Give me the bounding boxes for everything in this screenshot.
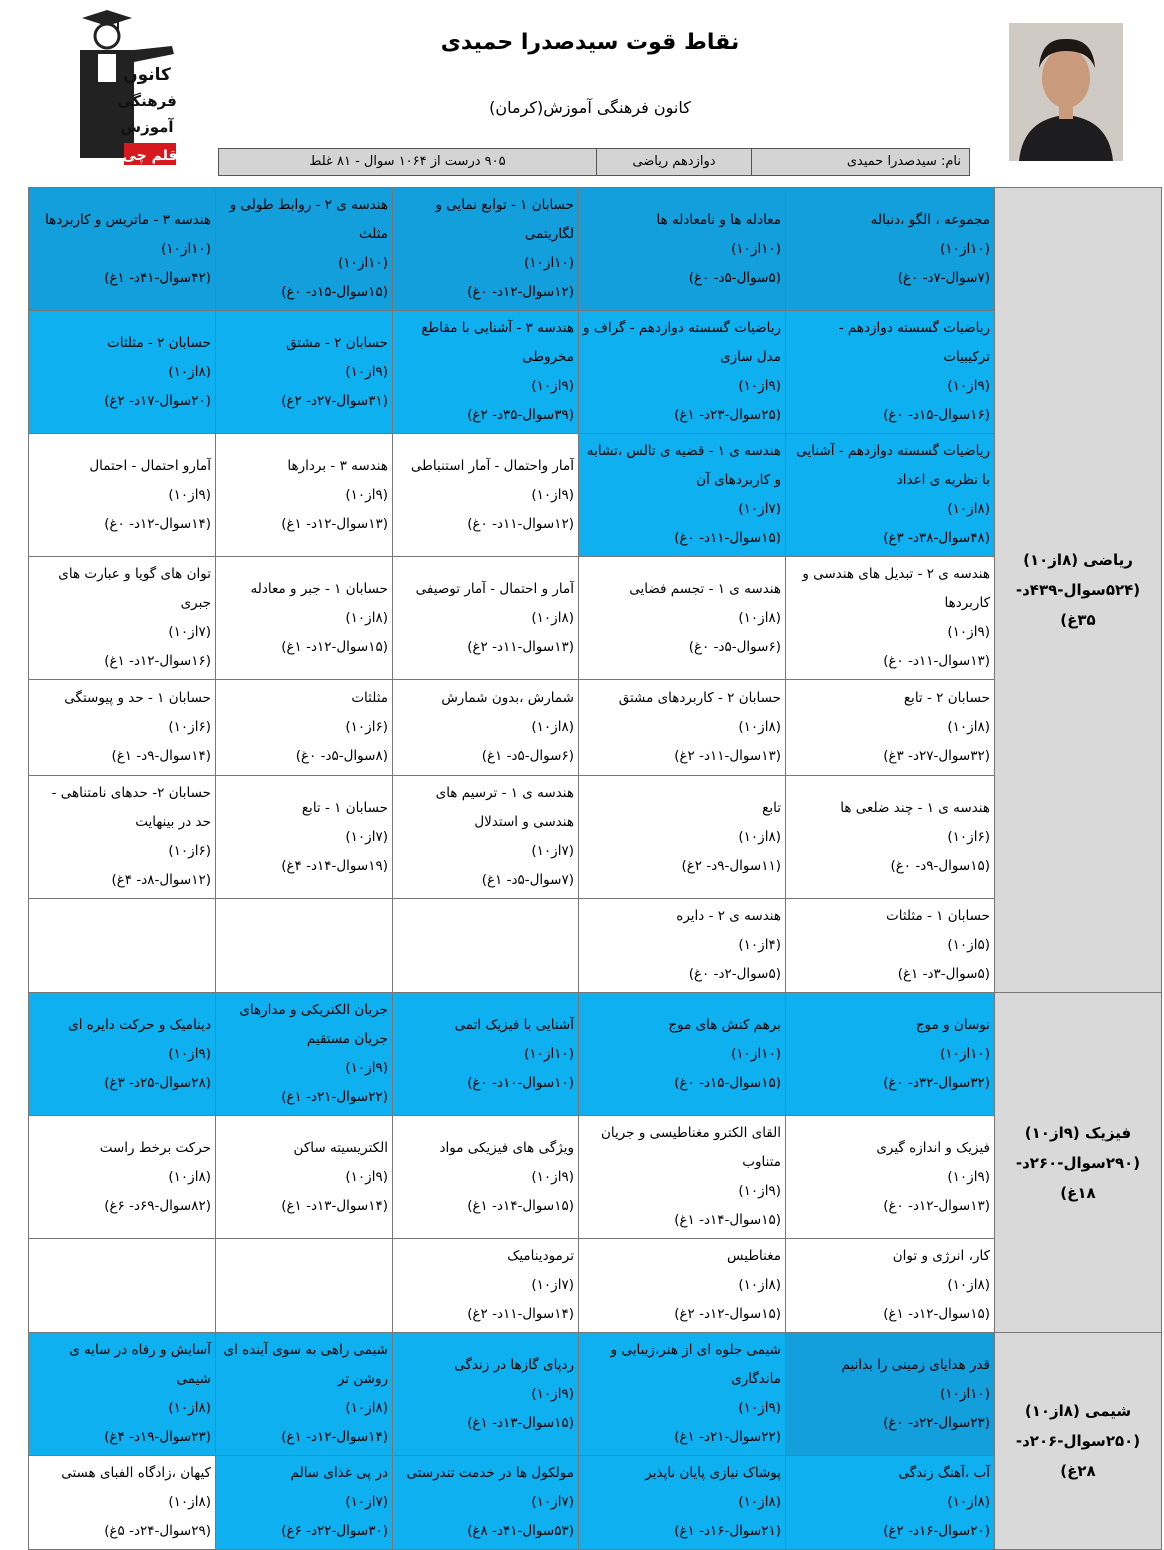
topic-questions: (۲۰سوال-۱۷د- ۲غ) [104, 392, 211, 409]
topic-cell [579, 311, 786, 434]
topic-score: (۸از۱۰) [738, 719, 781, 735]
topic-name: حسابان ۱ - جبر و معادله [250, 580, 388, 597]
topic-cell [786, 776, 995, 899]
topic-name: شیمی راهی به سوی آینده ای روشن تر [223, 1342, 388, 1387]
topic-name: هندسه ی ۱ - ترسیم های هندسی و استدلال [435, 785, 574, 830]
topic-questions: (۲۰سوال-۱۶د- ۲غ) [883, 1523, 990, 1539]
topic-name: حرکت برخط راست [99, 1139, 211, 1156]
topic-cell [786, 1456, 995, 1550]
topic-questions: (۱۶سوال-۱۵د- ۰غ) [883, 407, 990, 423]
topic-score: (۸از۱۰) [738, 828, 781, 845]
topic-name: مجموعه ، الگو ،دنباله [870, 211, 990, 228]
topic-cell [579, 1333, 786, 1456]
topic-cell [786, 1239, 995, 1333]
subject-label-line: (۲۵۰سوال-۲۰۶د- [1015, 1432, 1141, 1450]
table-row [29, 1116, 1162, 1239]
topic-name: ریاضیات گسسته دوازدهم - آشنایی با نظریه ی اعداد [796, 443, 990, 488]
topic-name: ریاضیات گسسته دوازدهم - ترکیبیات [838, 320, 990, 365]
page-subtitle: کانون فرهنگی آموزش(کرمان) [489, 98, 691, 117]
topic-score: (۹از۱۰) [738, 378, 781, 394]
topic-name: معادله ها و نامعادله ها [656, 211, 781, 228]
topic-score: (۹از۱۰) [738, 1400, 781, 1416]
topic-score: (۵از۱۰) [947, 937, 990, 953]
topic-questions: (۱۵سوال-۱۴د- ۱غ) [467, 1197, 574, 1214]
topic-questions: (۶سوال-۵د- ۰غ) [688, 638, 781, 655]
subject-label-cell [995, 1333, 1162, 1550]
topic-score: (۹از۱۰) [947, 378, 990, 394]
topic-questions: (۴۲سوال-۴۱د- ۱غ) [104, 269, 211, 286]
topic-questions: (۲۱سوال-۱۶د- ۱غ) [674, 1523, 781, 1539]
topic-questions: (۳۲سوال-۳۲د- ۰غ) [883, 1074, 990, 1091]
topic-questions: (۷سوال-۷د- ۰غ) [897, 269, 990, 286]
topic-name: حسابان ۲ - کاربردهای مشتق [618, 690, 781, 706]
topic-questions: (۲۲سوال-۲۱د- ۱غ) [674, 1429, 781, 1445]
topic-score: (۹از۱۰) [168, 486, 211, 503]
topic-score: (۹از۱۰) [345, 1060, 388, 1076]
topic-name: تابع [762, 799, 781, 816]
topic-name: جریان الکتریکی و مدارهای جریان مستقیم [239, 1002, 388, 1047]
topic-name: نوسان و موج [915, 1016, 990, 1033]
topic-score: (۹از۱۰) [531, 1385, 574, 1402]
page-title: نقاط قوت سیدصدرا حمیدی [440, 30, 740, 55]
topic-cell [29, 680, 216, 776]
logo-text-4: قلم چی [122, 148, 178, 164]
topic-name: مثلثات [351, 690, 388, 706]
topic-cell [786, 188, 995, 311]
table-row [29, 311, 1162, 434]
topic-name: الکتریسیته ساکن [293, 1139, 388, 1156]
topic-cell [216, 680, 393, 776]
logo-text-2: فرهنگی [117, 92, 177, 110]
topic-score: (۱۰از۱۰) [161, 240, 211, 257]
topic-cell [29, 993, 216, 1116]
topic-score: (۱۰از۱۰) [940, 1385, 990, 1402]
topic-name: آشنایی با فیزیک اتمی [454, 1016, 574, 1033]
topic-score: (۹از۱۰) [345, 1168, 388, 1185]
topic-name: حسابان ۲ - مشتق [286, 334, 388, 351]
topic-score: (۶از۱۰) [168, 719, 211, 735]
topic-cell [29, 557, 216, 680]
topic-name: آمار واحتمال - آمار استنباطی [410, 457, 574, 474]
topic-name: هندسه ۳ - آشنایی با مقاطع مخروطی [421, 320, 574, 365]
topic-cell [579, 557, 786, 680]
subject-label-cell [995, 188, 1162, 993]
topic-questions: (۱۳سوال-۱۱د- ۲غ) [467, 638, 574, 655]
topic-questions: (۳۹سوال-۳۵د- ۲غ) [467, 407, 574, 423]
topic-name: حسابان ۲- حدهای نامتناهی - حد در بینهایت [51, 785, 211, 830]
topic-score: (۹از۱۰) [531, 378, 574, 394]
topic-name: ریاضیات گسسته دوازدهم - گراف و مدل سازی [583, 320, 781, 365]
student-info-bar [218, 148, 970, 176]
topic-name: برهم کنش های موج [668, 1016, 781, 1033]
topic-score: (۹از۱۰) [345, 486, 388, 503]
topic-questions: (۱۳سوال-۱۱د- ۰غ) [883, 653, 990, 669]
table-row [29, 899, 1162, 993]
table-row [29, 434, 1162, 557]
topic-score: (۹از۱۰) [345, 363, 388, 380]
topic-cell [579, 1116, 786, 1239]
topic-cell [786, 899, 995, 993]
topic-cell [393, 557, 579, 680]
topic-score: (۸از۱۰) [738, 1494, 781, 1510]
topic-score: (۱۰از۱۰) [940, 240, 990, 257]
topic-cell [393, 188, 579, 311]
topic-score: (۸از۱۰) [947, 719, 990, 735]
topic-cell [393, 680, 579, 776]
topic-questions: (۱۴سوال-۱۲د- ۱غ) [281, 1429, 388, 1445]
topic-cell [29, 1116, 216, 1239]
topic-score: (۴از۱۰) [738, 937, 781, 953]
topic-questions: (۳۲سوال-۲۷د- ۳غ) [883, 748, 990, 764]
topic-score: (۷از۱۰) [345, 828, 388, 845]
topic-score: (۸از۱۰) [345, 609, 388, 626]
topic-cell [216, 1456, 393, 1550]
topic-cell [393, 434, 579, 557]
topic-score: (۸از۱۰) [168, 1168, 211, 1185]
topic-cell [786, 680, 995, 776]
topic-questions: (۸۲سوال-۶۹د- ۶غ) [104, 1197, 211, 1214]
topic-questions: (۱۵سوال-۱۳د- ۱غ) [467, 1414, 574, 1431]
topic-score: (۷از۱۰) [531, 1494, 574, 1510]
topic-questions: (۱۶سوال-۱۲د- ۱غ) [104, 653, 211, 669]
topic-name: حسابان ۱ - حد و پیوستگی [64, 690, 211, 706]
topic-questions: (۱۵سوال-۱۲د- ۲غ) [674, 1306, 781, 1322]
topic-cell [216, 188, 393, 311]
topic-name: حسابان ۲ - مثلثات [107, 334, 211, 351]
topic-questions: (۶سوال-۵د- ۱غ) [481, 748, 574, 764]
subject-label-line: ۲۸غ) [1060, 1462, 1096, 1480]
topic-questions: (۱۴سوال-۱۲د- ۰غ) [104, 515, 211, 532]
topic-cell [393, 1333, 579, 1456]
topic-score: (۸از۱۰) [947, 1494, 990, 1510]
topic-questions: (۲۹سوال-۲۴د- ۵غ) [104, 1523, 211, 1539]
student-summary: ۹۰۵ درست از ۱۰۶۴ سوال - ۸۱ غلط [309, 154, 506, 169]
topic-questions: (۱۳سوال-۱۲د- ۱غ) [281, 515, 388, 532]
topic-questions: (۱۲سوال-۱۱د- ۰غ) [467, 515, 574, 532]
student-grade: دوازدهم ریاضی [596, 149, 751, 175]
topic-cell [579, 680, 786, 776]
table-row [29, 1456, 1162, 1550]
topic-score: (۱۰از۱۰) [731, 240, 781, 257]
topic-name: کیهان ،زادگاه الفبای هستی [61, 1465, 211, 1481]
topic-name: هندسه ی ۱ - چند ضلعی ها [840, 799, 990, 816]
table-row [29, 993, 1162, 1116]
topic-cell [786, 1116, 995, 1239]
topic-score: (۸از۱۰) [947, 1277, 990, 1293]
topic-name: فیزیک و اندازه گیری [876, 1139, 990, 1156]
topic-cell [29, 1333, 216, 1456]
subject-label-line: (۵۲۴سوال-۴۳۹د- [1015, 581, 1141, 599]
topic-score: (۶از۱۰) [168, 843, 211, 859]
topic-cell [216, 899, 393, 993]
topic-name: آمارو احتمال - احتمال [89, 457, 211, 474]
topic-name: حسابان ۱ - تابع [301, 799, 388, 816]
subject-label-line: شیمی (۸از۱۰) [1024, 1402, 1132, 1420]
topic-score: (۶از۱۰) [345, 719, 388, 735]
topic-questions: (۱۴سوال-۱۳د- ۱غ) [281, 1197, 388, 1214]
topic-questions: (۵سوال-۲د- ۰غ) [688, 966, 781, 982]
topic-questions: (۱۳سوال-۱۱د- ۲غ) [674, 748, 781, 764]
topic-questions: (۸سوال-۵د- ۰غ) [295, 748, 388, 764]
topic-name: توان های گویا و عبارت های جبری [58, 566, 211, 611]
topic-cell [393, 899, 579, 993]
topic-questions: (۷سوال-۵د- ۱غ) [481, 872, 574, 888]
topic-cell [29, 1456, 216, 1550]
topic-questions: (۱۵سوال-۱۲د- ۱غ) [281, 638, 388, 655]
topic-questions: (۱۵سوال-۱۵د- ۰غ) [281, 284, 388, 300]
topic-score: (۱۰از۱۰) [338, 255, 388, 271]
topic-score: (۷از۱۰) [531, 1277, 574, 1293]
topic-cell [29, 188, 216, 311]
topic-score: (۸از۱۰) [531, 609, 574, 626]
topic-name: مغناطیس [727, 1248, 781, 1264]
topic-name: هندسه ی ۱ - قضیه ی تالس ،تشابه و کاربردهای آن [586, 443, 781, 488]
topic-name: کار، انرژی و توان [892, 1248, 990, 1264]
topic-name: حسابان ۱ - مثلثات [886, 908, 990, 924]
topic-cell [393, 776, 579, 899]
topic-questions: (۱۱سوال-۹د- ۲غ) [681, 857, 781, 874]
topic-questions: (۱۲سوال-۱۲د- ۰غ) [467, 284, 574, 300]
topic-score: (۹از۱۰) [531, 486, 574, 503]
topic-questions: (۱۵سوال-۱۲د- ۱غ) [883, 1306, 990, 1322]
topic-questions: (۵سوال-۳د- ۱غ) [897, 966, 990, 982]
topic-score: (۸از۱۰) [168, 1494, 211, 1510]
topic-name: القای الکترو مغناطیسی و جریان متناوب [600, 1125, 781, 1170]
topic-questions: (۳۱سوال-۲۷د- ۲غ) [281, 392, 388, 409]
topic-name: هندسه ۳ - ماتریس و کاربردها [45, 211, 211, 228]
topic-cell [29, 1239, 216, 1333]
topic-questions: (۱۴سوال-۱۱د- ۲غ) [467, 1306, 574, 1322]
topic-questions: (۳۰سوال-۲۲د- ۶غ) [281, 1523, 388, 1539]
topic-cell [579, 899, 786, 993]
topic-questions: (۲۵سوال-۲۳د- ۱غ) [674, 407, 781, 423]
topic-questions: (۲۸سوال-۲۵د- ۳غ) [104, 1074, 211, 1091]
topic-questions: (۱۰سوال-۱۰د- ۰غ) [467, 1074, 574, 1091]
topic-name: حسابان ۱ - توابع نمایی و لگاریتمی [435, 197, 574, 242]
topic-questions: (۱۴سوال-۹د- ۱غ) [111, 748, 211, 764]
topic-cell [579, 1239, 786, 1333]
topic-questions: (۱۳سوال-۱۲د- ۰غ) [883, 1197, 990, 1214]
student-photo [1009, 23, 1123, 161]
topic-score: (۸از۱۰) [738, 1277, 781, 1293]
topic-score: (۸از۱۰) [345, 1400, 388, 1416]
topic-questions: (۵سوال-۵د- ۰غ) [688, 269, 781, 286]
table-row [29, 1333, 1162, 1456]
topic-cell [29, 776, 216, 899]
topic-name: قدر هدایای زمینی را بدانیم [841, 1356, 990, 1373]
topic-questions: (۵۳سوال-۴۱د- ۸غ) [467, 1523, 574, 1539]
topic-score: (۶از۱۰) [947, 828, 990, 845]
topic-questions: (۱۵سوال-۱۴د- ۱غ) [674, 1212, 781, 1228]
topic-cell [786, 557, 995, 680]
topic-cell [579, 776, 786, 899]
topic-cell [579, 188, 786, 311]
topic-cell [786, 993, 995, 1116]
topic-questions: (۱۵سوال-۱۱د- ۰غ) [674, 530, 781, 546]
student-name: نام: سیدصدرا حمیدی [751, 149, 969, 175]
table-row [29, 188, 1162, 311]
topic-questions: (۲۳سوال-۲۲د- ۰غ) [883, 1414, 990, 1431]
topic-score: (۹از۱۰) [168, 1045, 211, 1062]
topic-name: آسایش و رفاه در سایه ی شیمی [69, 1342, 211, 1387]
topic-cell [786, 1333, 995, 1456]
topic-name: مولکول ها در خدمت تندرستی [406, 1465, 574, 1481]
table-row [29, 1239, 1162, 1333]
topic-score: (۱۰از۱۰) [731, 1045, 781, 1062]
topic-score: (۹از۱۰) [947, 1168, 990, 1185]
topic-cell [393, 1456, 579, 1550]
subject-label-line: ۱۸غ) [1060, 1183, 1096, 1202]
topic-name: پوشاک نیازی پایان ناپذیر [645, 1465, 781, 1481]
topic-cell [786, 434, 995, 557]
subject-label-line: فیزیک (۹از۱۰) [1024, 1123, 1132, 1142]
topic-cell [579, 1456, 786, 1550]
topic-name: آمار و احتمال - آمار توصیفی [415, 580, 574, 597]
topic-questions: (۱۲سوال-۸د- ۴غ) [111, 872, 211, 888]
topic-cell [29, 311, 216, 434]
topic-name: ردپای گازها در زندگی [454, 1356, 574, 1373]
topic-cell [579, 993, 786, 1116]
topic-score: (۱۰از۱۰) [940, 1045, 990, 1062]
topic-score: (۱۰از۱۰) [524, 255, 574, 271]
topic-cell [393, 1239, 579, 1333]
topic-name: حسابان ۲ - تابع [903, 690, 990, 706]
topic-cell [216, 993, 393, 1116]
strengths-table [28, 187, 1162, 1550]
topic-cell [216, 776, 393, 899]
topic-name: هندسه ی ۲ - روابط طولی و مثلث [229, 197, 388, 242]
topic-questions: (۱۵سوال-۹د- ۰غ) [890, 857, 990, 874]
topic-score: (۷از۱۰) [168, 624, 211, 640]
topic-score: (۸از۱۰) [168, 1400, 211, 1416]
topic-score: (۹از۱۰) [947, 624, 990, 640]
topic-cell [29, 434, 216, 557]
topic-score: (۱۰از۱۰) [524, 1045, 574, 1062]
topic-score: (۹از۱۰) [531, 1168, 574, 1185]
topic-score: (۸از۱۰) [738, 609, 781, 626]
topic-questions: (۴۸سوال-۳۸د- ۳غ) [883, 530, 990, 546]
topic-score: (۸از۱۰) [531, 719, 574, 735]
topic-score: (۹از۱۰) [738, 1183, 781, 1199]
topic-cell [216, 311, 393, 434]
topic-name: آب ،آهنگ زندگی [898, 1465, 990, 1481]
topic-cell [393, 993, 579, 1116]
topic-cell [216, 1333, 393, 1456]
topic-questions: (۲۲سوال-۲۱د- ۱غ) [281, 1089, 388, 1105]
subject-label-cell [995, 993, 1162, 1333]
topic-name: شمارش ،بدون شمارش [441, 690, 574, 706]
topic-score: (۸از۱۰) [168, 363, 211, 380]
topic-score: (۷از۱۰) [531, 843, 574, 859]
table-row [29, 776, 1162, 899]
topic-cell [216, 1116, 393, 1239]
table-row [29, 680, 1162, 776]
topic-name: ترمودینامیک [507, 1248, 574, 1264]
topic-cell [786, 311, 995, 434]
topic-cell [393, 311, 579, 434]
topic-cell [393, 1116, 579, 1239]
topic-name: هندسه ی ۲ - تبدیل های هندسی و کاربردها [802, 566, 990, 611]
topic-name: هندسه ی ۲ - دایره [676, 908, 781, 924]
table-row [29, 557, 1162, 680]
topic-score: (۷از۱۰) [738, 501, 781, 517]
topic-name: ویژگی های فیزیکی مواد [439, 1139, 574, 1156]
topic-name: در پی غذای سالم [290, 1465, 388, 1481]
topic-questions: (۱۵سوال-۱۵د- ۰غ) [674, 1074, 781, 1091]
topic-cell [216, 1239, 393, 1333]
topic-cell [29, 899, 216, 993]
topic-score: (۸از۱۰) [947, 501, 990, 517]
logo-text-3: آموزش [120, 118, 174, 136]
topic-score: (۷از۱۰) [345, 1494, 388, 1510]
topic-questions: (۱۹سوال-۱۴د- ۴غ) [281, 857, 388, 874]
logo-text-1: کانون [123, 65, 171, 85]
subject-label-line: ۳۵غ) [1060, 611, 1096, 629]
subject-label-line: ریاضی (۸از۱۰) [1023, 551, 1133, 569]
topic-name: هندسه ی ۱ - تجسم فضایی [629, 580, 781, 597]
topic-questions: (۲۳سوال-۱۹د- ۴غ) [104, 1429, 211, 1445]
kanoon-logo [62, 8, 182, 173]
topic-name: شیمی جلوه ای از هنر،زیبایی و ماندگاری [610, 1342, 781, 1387]
subject-label-line: (۲۹۰سوال-۲۶۰د- [1015, 1153, 1141, 1172]
topic-name: هندسه ۳ - بردارها [287, 457, 388, 474]
topic-cell [216, 557, 393, 680]
topic-cell [216, 434, 393, 557]
topic-cell [579, 434, 786, 557]
topic-name: دینامیک و حرکت دایره ای [68, 1016, 211, 1033]
